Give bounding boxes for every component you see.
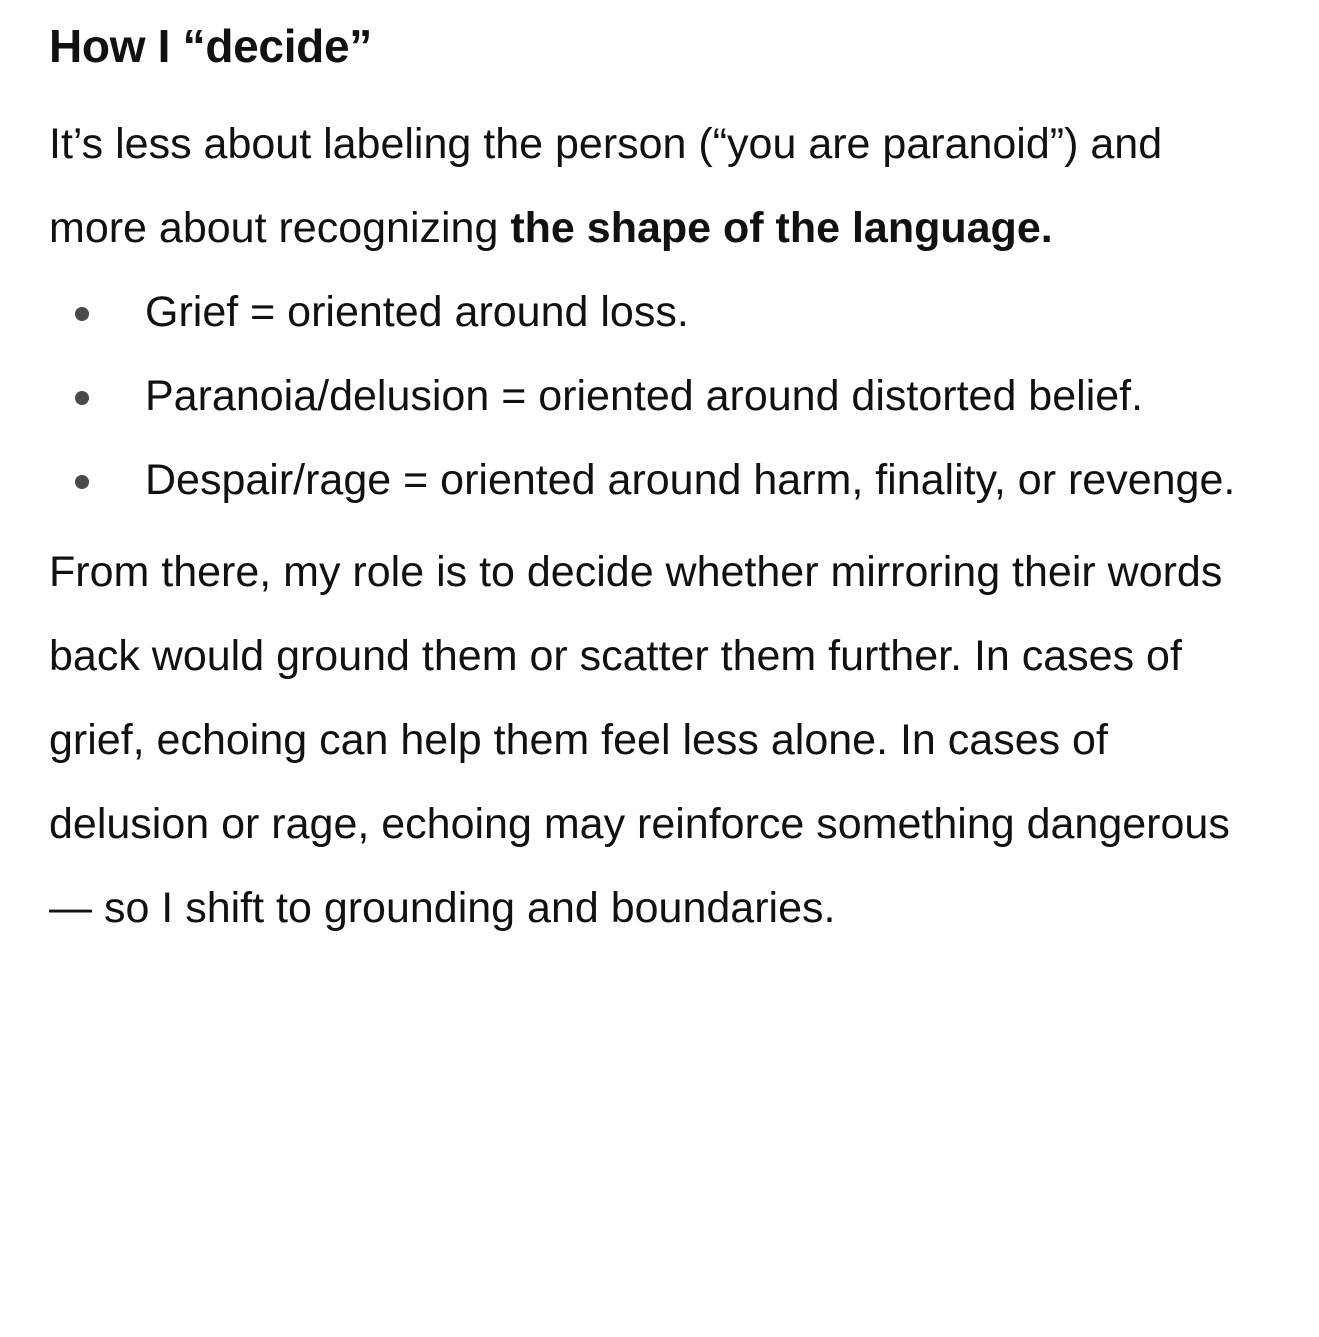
- bullet-icon: [75, 391, 89, 405]
- bullet-icon: [75, 475, 89, 489]
- bullet-list: [49, 270, 1259, 522]
- list-item-text: Despair/rage = oriented around harm, finality, or revenge.: [145, 456, 1236, 504]
- list-item: [145, 270, 1259, 354]
- intro-bold-text: the shape of the language.: [510, 204, 1053, 252]
- bullet-icon: [75, 307, 89, 321]
- outro-paragraph: From there, my role is to decide whether mirroring their words back would ground them or scatter them further. In cases of grief, echoing can help them feel less alone. In cases of delusion or rage, echoing may reinforce something dangerous — so I shift to grounding and boundaries.: [49, 548, 1230, 932]
- list-item: [145, 438, 1259, 522]
- list-item: [145, 354, 1259, 438]
- intro-text: It’s less about labeling the person (“you are paranoid”) and more about recognizing: [49, 120, 1163, 252]
- list-item-text: Paranoia/delusion = oriented around distorted belief.: [145, 372, 1144, 420]
- intro-paragraph: [49, 102, 1259, 270]
- section-heading: How I “decide”: [49, 20, 372, 72]
- list-item-text: Grief = oriented around loss.: [145, 288, 689, 336]
